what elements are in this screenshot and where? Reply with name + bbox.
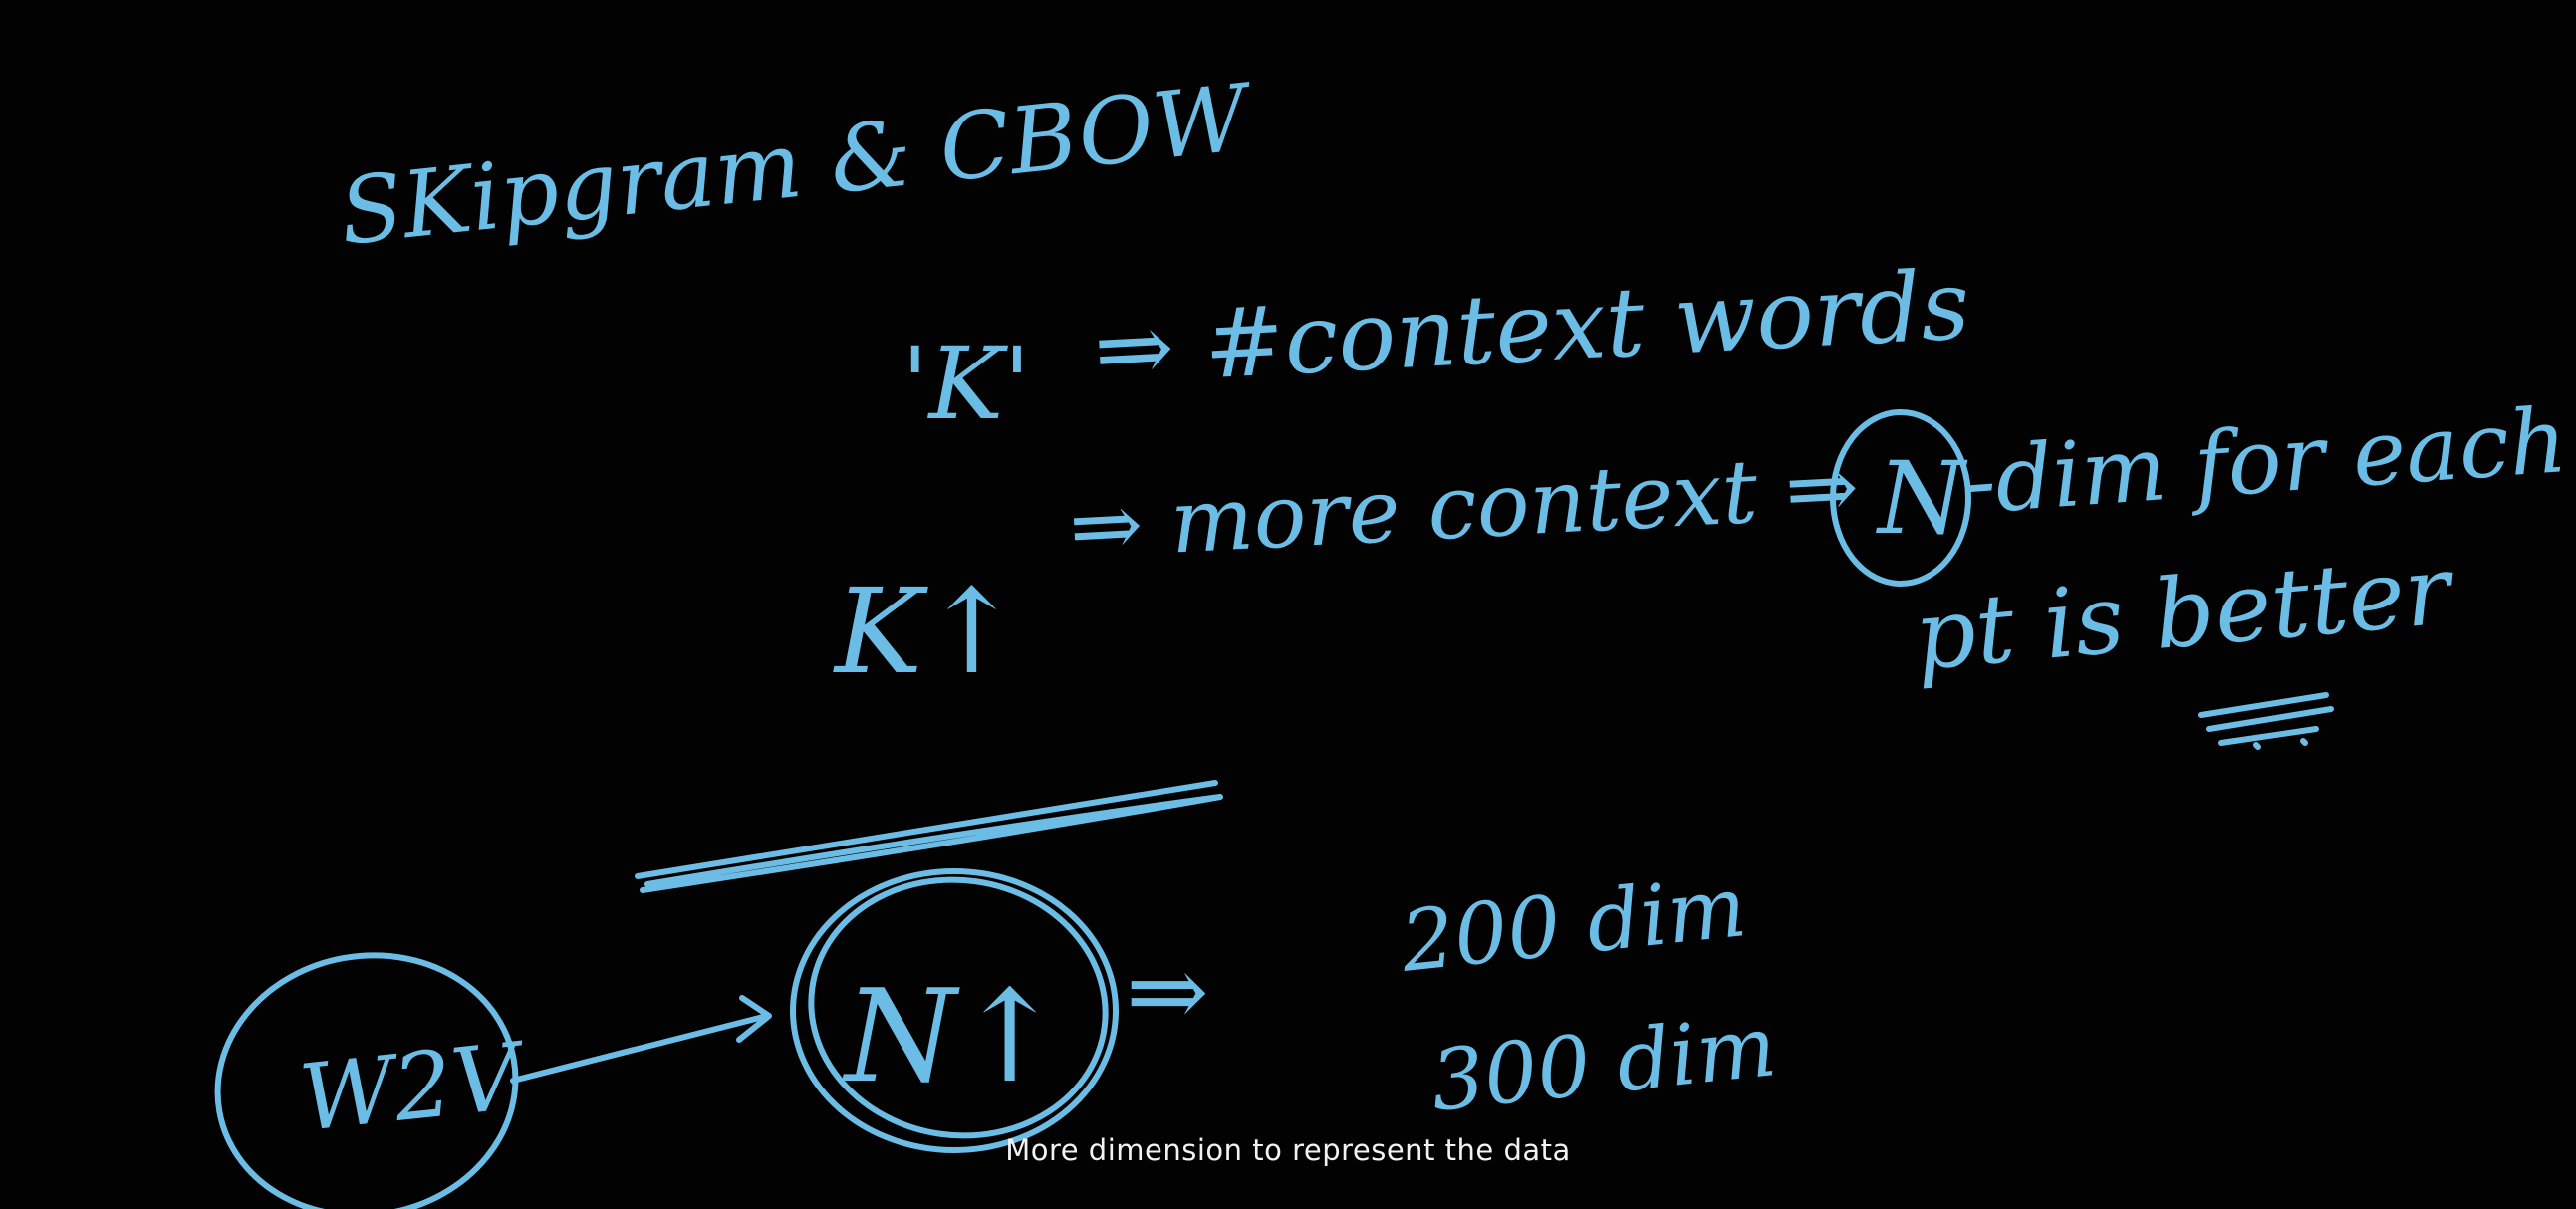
better-underline <box>2201 695 2331 743</box>
k-label: 'K' <box>902 326 1031 442</box>
dims-300-text: 300 dim <box>1425 997 1781 1130</box>
better-dots <box>2256 741 2305 747</box>
implies-arrow: ⇒ <box>1126 933 1209 1050</box>
context-words-text: ⇒ #context words <box>1091 249 1972 406</box>
dim-for-each-text: -dim for each <box>1961 387 2571 535</box>
n-up-text: N↑ <box>845 963 1064 1111</box>
more-context-text: ⇒ more context ⇒ <box>1066 434 1862 579</box>
w2v-to-n-arrow <box>513 998 769 1081</box>
pt-is-better-text: pt is better <box>1910 534 2455 692</box>
title-text: SKipgram & CBOW <box>335 64 1253 266</box>
w2v-text: W2V <box>295 1023 524 1152</box>
n-dim-label: N <box>1878 440 1965 557</box>
subtitle-caption: More dimension to represent the data <box>1005 1133 1571 1167</box>
dims-200-text: 200 dim <box>1396 857 1751 991</box>
k-up-text: K↑ <box>835 563 1022 700</box>
